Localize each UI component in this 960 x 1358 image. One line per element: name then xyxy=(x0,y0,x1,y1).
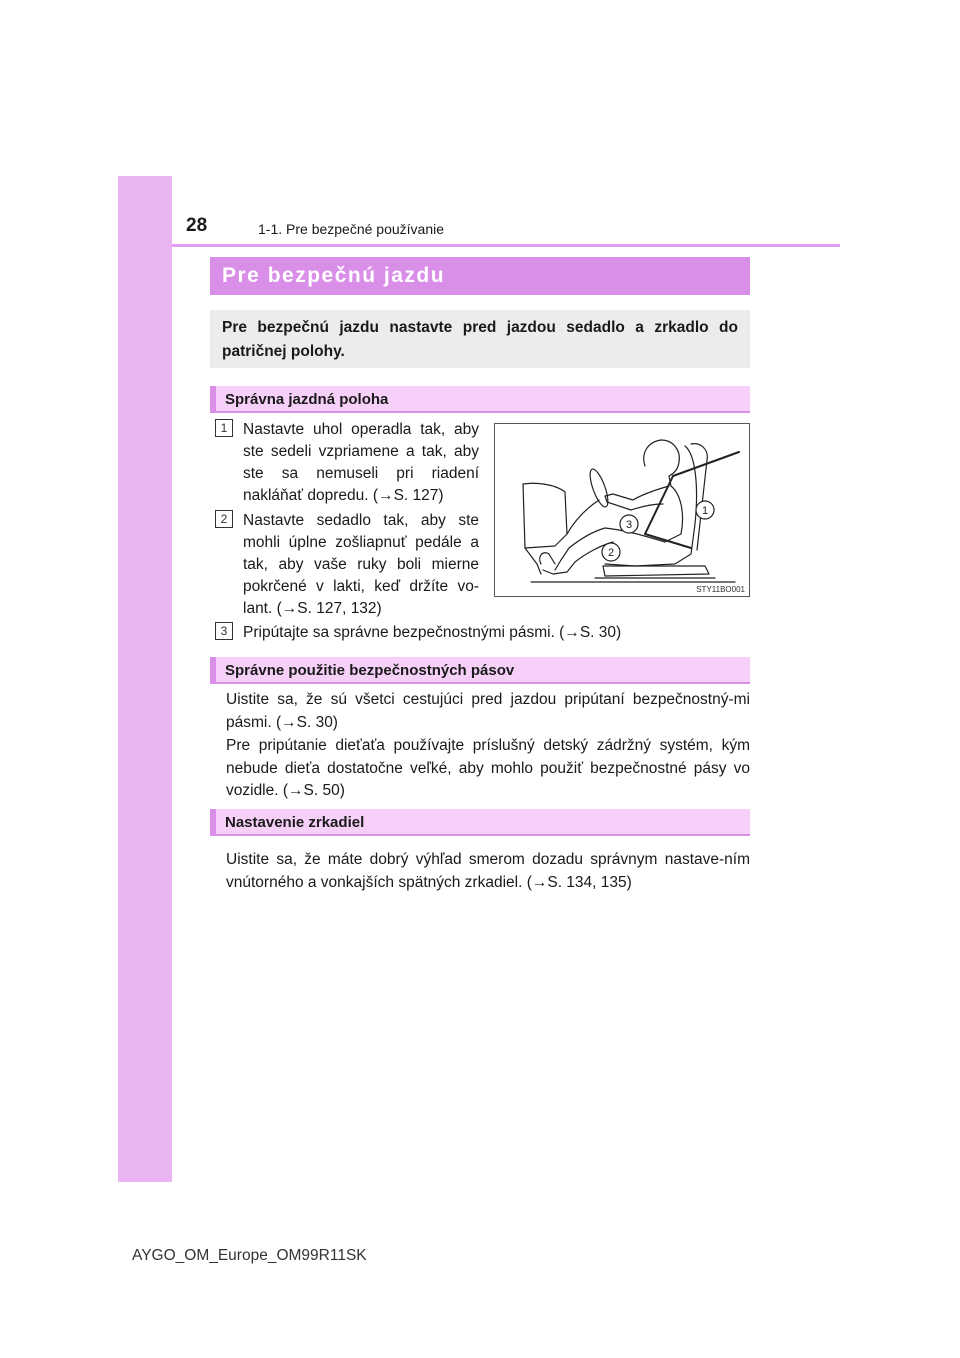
page-number: 28 xyxy=(186,215,208,236)
driver-leg-upper xyxy=(555,528,605,570)
step-number-2: 2 xyxy=(215,510,233,528)
driver-seat-illustration xyxy=(495,424,749,596)
callout-label-1: 1 xyxy=(701,505,709,517)
step-number-1: 1 xyxy=(215,419,233,437)
running-header: 1-1. Pre bezpečné používanie xyxy=(258,221,445,237)
main-title: Pre bezpečnú jazdu xyxy=(210,257,750,295)
callout-label-3: 3 xyxy=(625,519,633,531)
subheader-mirrors: Nastavenie zrkadiel xyxy=(210,809,750,836)
seat-belt-paragraph-2: Pre pripútanie dieťaťa používajte príslušný detský zádržný systém, kým nebude dieťa dostatočne veľké, aby mohlo použiť bezpečnostné pásy vo vozidle. (→S. 50) xyxy=(226,737,750,799)
side-tab-strip xyxy=(118,176,172,1182)
subheader-seating-position: Správna jazdná poloha xyxy=(210,386,750,413)
step-text-2: Nastavte sedadlo tak, aby ste mohli úplne zošliapnuť pedále a tak, aby vaše ruky boli mierne pokrčené v lakti, keď držíte vo-lant. (→S. 127, 132) xyxy=(243,512,479,617)
seat-base xyxy=(603,566,709,576)
steering-column xyxy=(567,500,599,534)
header-divider xyxy=(172,244,840,247)
footer-document-code: AYGO_OM_Europe_OM99R11SK xyxy=(132,1247,367,1264)
driver-head xyxy=(644,440,680,486)
seat-belt-lap xyxy=(645,476,691,548)
seat-belt-paragraph-1: Uistite sa, že sú všetci cestujúci pred jazdou pripútaní bezpečnostný-mi pásmi. (→S. 30) xyxy=(226,691,750,731)
callout-label-2: 2 xyxy=(607,547,615,559)
step-text-3: Pripútajte sa správne bezpečnostnými pásmi. (→S. 30) xyxy=(243,624,622,641)
intro-box: Pre bezpečnú jazdu nastavte pred jazdou sedadlo a zrkadlo do patričnej polohy. xyxy=(210,310,750,368)
pedal xyxy=(540,553,555,564)
subheader-seat-belts: Správne použitie bezpečnostných pásov xyxy=(210,657,750,684)
driving-position-figure xyxy=(494,423,750,597)
mirrors-paragraph: Uistite sa, že máte dobrý výhľad smerom dozadu správnym nastave-ním vnútorného a vonkajších spätných zrkadiel. (→S. 134, 135) xyxy=(226,851,750,891)
dashboard-shape xyxy=(523,483,567,548)
step-text-1: Nastavte uhol operadla tak, aby ste sedeli vzpriamene a tak, aby ste sa nemuseli pri riadení nakláňať dopredu. (→S. 127) xyxy=(243,421,479,504)
figure-code: STY11BO001 xyxy=(696,585,745,594)
driver-leg-lower xyxy=(543,542,613,574)
step-number-3: 3 xyxy=(215,622,233,640)
